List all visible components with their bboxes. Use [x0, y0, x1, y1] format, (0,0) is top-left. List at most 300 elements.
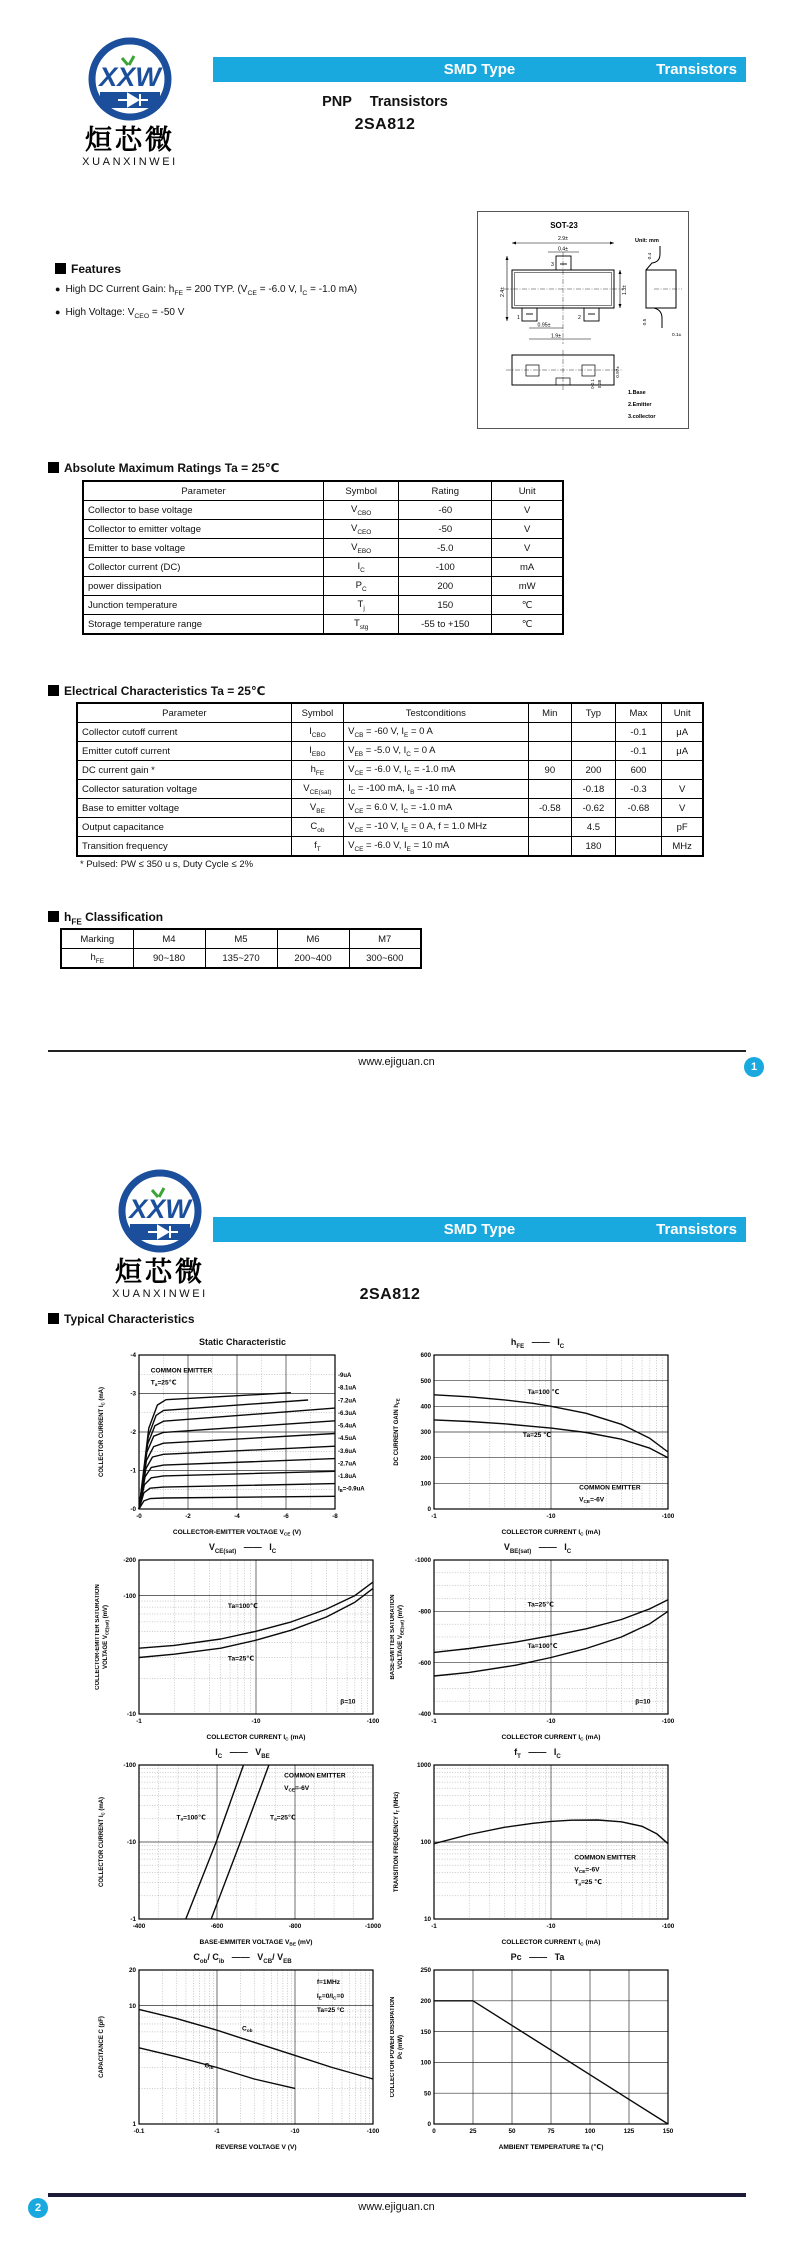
table-cell: 135~270	[205, 949, 277, 969]
brand-name-en: XUANXINWEI	[112, 1288, 208, 1301]
table-cell: $T_{stg}$	[324, 615, 399, 635]
svg-text:BASE-EMMITER VOLTAGE VBE​: BASE-EMMITER VOLTAGE $V_{BE}$ (mV)	[199, 1939, 313, 1947]
svg-text:0.95±: 0.95±	[537, 322, 551, 329]
svg-text:-1: -1	[431, 1513, 437, 1520]
table-cell	[528, 818, 572, 837]
hfe-classification-table	[60, 928, 422, 969]
table-cell	[528, 742, 572, 761]
table-cell: Collector to emitter voltage	[83, 520, 324, 539]
svg-text:0: 0	[432, 2128, 436, 2135]
svg-text:1.Base: 1.Base	[628, 390, 646, 396]
svg-text:-0: -0	[130, 1506, 136, 1514]
table-cell: $V_{CE} = -10$ V, $I_E = 0$ A, f = 1.0 MHz	[344, 818, 528, 837]
table-cell: DC current gain *	[77, 761, 291, 780]
table-cell: Testconditions	[344, 703, 528, 723]
table-cell: -5.0	[399, 539, 492, 558]
table-cell: Collector saturation voltage	[77, 780, 291, 799]
table-cell: power dissipation	[83, 577, 324, 596]
table-cell: Min	[528, 703, 572, 723]
package-diagram	[477, 211, 689, 429]
table-cell: -0.1	[615, 742, 662, 761]
chart-title: Pc —— Ta	[510, 1952, 565, 1962]
chart-plot	[390, 1349, 680, 1537]
chart-title: $h_{FE}$ —— $I_C$	[510, 1337, 565, 1350]
svg-text:100: 100	[584, 2128, 596, 2135]
svg-text:50: 50	[508, 2128, 516, 2135]
svg-text:Ta=25℃: Ta=25℃	[227, 1655, 255, 1663]
svg-text:COLLECTOR CURRENT IC​ (mA): COLLECTOR CURRENT $I_C$ (mA)	[501, 1529, 601, 1537]
svg-text:-1: -1	[214, 2128, 220, 2135]
brand-name-cn: 烜芯微	[85, 125, 175, 156]
svg-text:50: 50	[423, 2090, 431, 2098]
table-cell: $V_{EB} = -5.0$ V, $I_C = 0$ A	[344, 742, 528, 761]
table-cell: V	[662, 780, 703, 799]
chart-capacitance-vs-voltage	[95, 1951, 390, 2156]
table-cell: -100	[399, 558, 492, 577]
svg-text:125: 125	[623, 2128, 635, 2135]
table-cell: Collector current (DC)	[83, 558, 324, 577]
svg-text:VOLTAGE VBE(sat)​ (mV): VOLTAGE $V_{BE(sat)}$ (mV)	[398, 1605, 405, 1669]
section-square-icon	[48, 685, 59, 696]
svg-text:75: 75	[547, 2128, 555, 2135]
svg-text:Ta=25 ℃: Ta=25 ℃	[522, 1432, 552, 1439]
table-cell: M7	[349, 929, 421, 949]
chart-vbesat-vs-ic	[390, 1541, 685, 1746]
svg-text:250: 250	[420, 1967, 431, 1975]
chart-ic-vs-vbe	[95, 1746, 390, 1951]
table-cell: Collector to base voltage	[83, 501, 324, 520]
table-cell: V	[492, 520, 563, 539]
svg-text:2: 2	[578, 315, 581, 321]
chart-plot	[95, 1554, 385, 1742]
table-cell: 180	[572, 837, 616, 857]
svg-text:100: 100	[420, 2059, 431, 2067]
table-row	[83, 481, 563, 501]
table-cell: -60	[399, 501, 492, 520]
svg-text:1.9±: 1.9±	[550, 333, 562, 340]
svg-text:-8: -8	[332, 1513, 338, 1520]
table-cell	[615, 837, 662, 857]
table-cell: Max	[615, 703, 662, 723]
absolute-maximum-ratings-table	[82, 480, 564, 635]
table-cell: 600	[615, 761, 662, 780]
table-cell: Rating	[399, 481, 492, 501]
table-row	[77, 761, 703, 780]
chart-title: $V_{BE(sat)}$ —— $I_C$	[503, 1542, 572, 1555]
table-cell: $V_{CBO}$	[324, 501, 399, 520]
svg-text:-4: -4	[234, 1513, 240, 1520]
svg-text:1: 1	[517, 315, 520, 321]
feature-item: ● High Voltage: $V_{CEO} = -50$ V	[55, 307, 455, 320]
svg-text:-0.1: -0.1	[133, 2128, 145, 2135]
table-cell: μA	[662, 742, 703, 761]
svg-text:-0: -0	[136, 1513, 142, 1520]
table-cell: Marking	[61, 929, 133, 949]
chart-plot	[390, 1759, 680, 1947]
table-cell: $V_{BE}$	[291, 799, 343, 818]
svg-text:SOT-23: SOT-23	[550, 221, 578, 230]
table-cell: Symbol	[291, 703, 343, 723]
svg-text:IB​=-0.9uA: $I_B=-0.9uA$	[338, 1486, 365, 1494]
svg-text:Ta=100℃: Ta=100℃	[227, 1603, 258, 1611]
table-row	[61, 929, 421, 949]
table-cell	[572, 723, 616, 742]
table-row	[77, 799, 703, 818]
table-row	[83, 501, 563, 520]
package-drawing	[478, 212, 686, 426]
svg-text:2.4±: 2.4±	[500, 286, 506, 298]
svg-text:-100: -100	[366, 2128, 380, 2135]
svg-text:-600: -600	[210, 1923, 224, 1930]
table-cell: -0.18	[572, 780, 616, 799]
table-row	[77, 723, 703, 742]
svg-text:3: 3	[551, 262, 554, 268]
svg-text:10: 10	[128, 2002, 136, 2010]
svg-text:-100: -100	[123, 1762, 136, 1770]
svg-text:-4: -4	[130, 1352, 136, 1360]
table-row	[77, 818, 703, 837]
svg-text:-2.7uA: -2.7uA	[338, 1461, 357, 1468]
svg-text:Cob​: $C_{ob}$	[241, 2025, 253, 2034]
svg-text:1.3±: 1.3±	[622, 284, 628, 296]
svg-text:Cib​: $C_{ib}$	[204, 2062, 214, 2071]
svg-text:COLLECTOR CURRENT IC​ (mA): COLLECTOR CURRENT $I_C$ (mA)	[501, 1939, 601, 1947]
svg-text:DC CURRENT GAIN hFE​: DC CURRENT GAIN $h_{FE}$	[394, 1398, 401, 1466]
table-cell	[528, 723, 572, 742]
features-heading: Features	[55, 262, 455, 276]
ec-heading: Electrical Characteristics Ta = 25℃	[48, 684, 265, 698]
svg-text:-1: -1	[136, 1718, 142, 1725]
svg-text:-3: -3	[130, 1390, 136, 1398]
table-cell: Output capacitance	[77, 818, 291, 837]
svg-text:Ta​=25 ℃: $T_a=25$ ℃	[574, 1878, 603, 1888]
svg-text:-200: -200	[123, 1557, 136, 1565]
banner-left-label: SMD Type	[443, 61, 516, 78]
chart-plot	[95, 1349, 385, 1537]
svg-text:0-0.1: 0-0.1	[590, 379, 595, 389]
table-cell: Parameter	[77, 703, 291, 723]
table-cell: $V_{CE} = 6.0$ V, $I_C = -1.0$ mA	[344, 799, 528, 818]
section-square-icon	[48, 462, 59, 473]
svg-text:COLLECTOR POWER DISSIPATION: COLLECTOR POWER DISSIPATION	[390, 1996, 396, 2098]
svg-text:-10: -10	[546, 1513, 556, 1520]
svg-text:-400: -400	[132, 1923, 146, 1930]
footer-url: www.ejiguan.cn	[358, 1056, 435, 1068]
electrical-characteristics-table	[76, 702, 704, 857]
section-square-icon	[48, 911, 59, 922]
table-cell: Storage temperature range	[83, 615, 324, 635]
chart-plot	[95, 1759, 385, 1947]
svg-text:β=10: β=10	[635, 1698, 651, 1706]
svg-text:-6: -6	[283, 1513, 289, 1520]
svg-text:-10: -10	[126, 1839, 136, 1847]
amr-heading: Absolute Maximum Ratings Ta = 25℃	[48, 461, 279, 475]
table-cell: 300~600	[349, 949, 421, 969]
svg-text:-1: -1	[130, 1467, 136, 1475]
svg-text:0.4±: 0.4±	[557, 246, 569, 253]
footer-url: www.ejiguan.cn	[358, 2201, 435, 2213]
section-square-icon	[48, 1313, 59, 1324]
footer-rule	[48, 2193, 746, 2197]
table-cell: Junction temperature	[83, 596, 324, 615]
chart-plot	[390, 1964, 680, 2152]
svg-text:-1: -1	[431, 1718, 437, 1725]
svg-text:Ta=25℃: Ta=25℃	[527, 1601, 554, 1609]
svg-text:COLLECTOR CURRENT IC​ (mA): COLLECTOR CURRENT $I_C$ (mA)	[99, 1796, 106, 1888]
svg-text:-3.6uA: -3.6uA	[338, 1448, 357, 1455]
svg-text:-8.1uA: -8.1uA	[338, 1385, 357, 1392]
svg-text:-10: -10	[290, 2128, 300, 2135]
svg-text:-1.8uA: -1.8uA	[338, 1474, 357, 1481]
svg-text:2.9±: 2.9±	[557, 236, 569, 242]
table-row	[83, 577, 563, 596]
table-cell: Transition frequency	[77, 837, 291, 857]
table-cell: ℃	[492, 615, 563, 635]
svg-text:TRANSITION FREQUENCY fT​ (: TRANSITION FREQUENCY $f_T$ (MHz)	[394, 1791, 401, 1893]
table-cell: M5	[205, 929, 277, 949]
table-cell: $I_{CBO}$	[291, 723, 343, 742]
table-cell: Emitter to base voltage	[83, 539, 324, 558]
table-cell: $V_{CE(sat)}$	[291, 780, 343, 799]
features-section	[55, 262, 455, 330]
table-row	[77, 703, 703, 723]
svg-text:-9uA: -9uA	[338, 1373, 352, 1380]
svg-text:BASE-EMITTER SATURATION: BASE-EMITTER SATURATION	[390, 1594, 396, 1680]
table-cell: -55 to +150	[399, 615, 492, 635]
svg-text:IE​=0/IC​=0: $I_E=0/I_C=0$	[316, 1993, 345, 2002]
table-row	[77, 780, 703, 799]
table-cell: -0.68	[615, 799, 662, 818]
table-cell: $I_C = -100$ mA, $I_B = -10$ mA	[344, 780, 528, 799]
svg-text:VCE​=-6V: $V_{CE}=-6V$	[579, 1496, 605, 1506]
table-cell: -50	[399, 520, 492, 539]
table-cell: $f_T$	[291, 837, 343, 857]
chart-plot	[95, 1964, 385, 2152]
table-cell: $V_{CE} = -6.0$ V, $I_C = -1.0$ mA	[344, 761, 528, 780]
table-cell: V	[662, 799, 703, 818]
svg-text:Ta=100 ℃: Ta=100 ℃	[527, 1388, 560, 1396]
svg-text:-1000: -1000	[414, 1557, 431, 1565]
chart-ft-vs-ic	[390, 1746, 685, 1951]
svg-text:AMBIENT TEMPERATURE Ta (℃): AMBIENT TEMPERATURE Ta (℃)	[498, 2144, 604, 2151]
table-cell	[528, 780, 572, 799]
svg-text:Ta​=25℃: $T_a=25℃$	[150, 1379, 177, 1389]
svg-text:25: 25	[469, 2128, 477, 2135]
svg-text:-800: -800	[418, 1608, 431, 1616]
svg-text:100: 100	[420, 1839, 431, 1847]
table-cell: V	[492, 501, 563, 520]
table-cell: Emitter cutoff current	[77, 742, 291, 761]
svg-text:-2: -2	[185, 1513, 191, 1520]
svg-text:-100: -100	[661, 1923, 675, 1930]
table-cell	[615, 818, 662, 837]
header-banner	[213, 1217, 746, 1242]
svg-text:Unit: mm: Unit: mm	[635, 238, 659, 244]
svg-text:-1: -1	[431, 1923, 437, 1930]
table-cell: 200	[399, 577, 492, 596]
table-cell: $h_{FE}$	[61, 949, 133, 969]
typical-characteristics-charts	[95, 1336, 685, 2156]
chart-title: $I_C$ —— $V_{BE}$	[215, 1747, 270, 1760]
svg-text:Pc (mW): Pc (mW)	[398, 2035, 404, 2059]
section-square-icon	[55, 263, 66, 274]
svg-text:0.97±: 0.97±	[615, 366, 620, 378]
svg-text:150: 150	[662, 2128, 674, 2135]
table-cell: ℃	[492, 596, 563, 615]
table-row	[83, 615, 563, 635]
chart-title: Static Characteristic	[198, 1337, 287, 1347]
page-number-badge: 2	[28, 2198, 48, 2218]
table-cell: $I_C$	[324, 558, 399, 577]
chart-title: $f_T$ —— $I_C$	[514, 1747, 561, 1760]
table-row	[83, 520, 563, 539]
table-cell: Symbol	[324, 481, 399, 501]
svg-text:100: 100	[420, 1480, 431, 1488]
svg-text:0.1±: 0.1±	[672, 333, 682, 338]
svg-text:400: 400	[420, 1403, 431, 1411]
svg-text:1000: 1000	[416, 1762, 431, 1770]
svg-text:-6.3uA: -6.3uA	[338, 1410, 357, 1417]
header-banner	[213, 57, 746, 82]
svg-text:2.Emitter: 2.Emitter	[628, 402, 652, 408]
table-cell: μA	[662, 723, 703, 742]
svg-text:COMMON EMITTER: COMMON EMITTER	[150, 1367, 213, 1375]
chart-plot	[390, 1554, 680, 1742]
svg-text:200: 200	[420, 1998, 431, 2005]
svg-text:COLLECTOR CURRENT IC​ (mA): COLLECTOR CURRENT $I_C$ (mA)	[99, 1386, 106, 1478]
table-cell: mA	[492, 558, 563, 577]
svg-text:XXW: XXW	[129, 1194, 191, 1224]
part-number-title: 2SA812	[359, 1286, 421, 1303]
typical-characteristics-heading: Typical Characteristics	[48, 1312, 195, 1326]
table-cell: Base to emitter voltage	[77, 799, 291, 818]
banner-right-label: Transistors	[656, 1221, 737, 1238]
table-cell: -0.3	[615, 780, 662, 799]
svg-text:600: 600	[420, 1352, 431, 1360]
svg-text:-7.2uA: -7.2uA	[338, 1398, 357, 1405]
table-cell: Unit	[492, 481, 563, 501]
svg-text:20: 20	[128, 1967, 136, 1975]
table-cell: -0.58	[528, 799, 572, 818]
svg-text:COLLECTOR-EMITTER VOLTAGE VC: COLLECTOR-EMITTER VOLTAGE $V_{CE}$ (V)	[172, 1529, 302, 1537]
table-cell: -0.1	[615, 723, 662, 742]
table-cell: $C_{ob}$	[291, 818, 343, 837]
table-cell: M6	[277, 929, 349, 949]
table-cell: V	[492, 539, 563, 558]
table-cell: 200	[572, 761, 616, 780]
table-cell: $T_j$	[324, 596, 399, 615]
svg-text:Ta=100℃: Ta=100℃	[527, 1643, 558, 1651]
svg-text:300: 300	[420, 1429, 431, 1437]
svg-text:0.4: 0.4	[648, 252, 653, 260]
svg-text:200: 200	[420, 1454, 431, 1462]
svg-text:-100: -100	[123, 1592, 136, 1600]
table-cell: MHz	[662, 837, 703, 857]
svg-text:Ta​=25℃: $T_a=25℃$	[270, 1814, 296, 1823]
svg-text:-100: -100	[366, 1718, 380, 1725]
table-cell: 200~400	[277, 949, 349, 969]
chart-title: $C_{ob}/$ $C_{ib}$ —— $V_{CB}/$ $V_{EB}$	[193, 1952, 292, 1965]
table-cell	[662, 761, 703, 780]
svg-text:-1: -1	[130, 1916, 136, 1924]
svg-text:-100: -100	[661, 1513, 675, 1520]
table-cell: -0.62	[572, 799, 616, 818]
table-cell: Typ	[572, 703, 616, 723]
svg-text:-10: -10	[126, 1711, 136, 1719]
svg-text:0: 0	[427, 2121, 431, 2129]
svg-text:-4.5uA: -4.5uA	[338, 1436, 357, 1443]
table-cell: $h_{FE}$	[291, 761, 343, 780]
table-cell: pF	[662, 818, 703, 837]
table-row	[77, 837, 703, 857]
table-cell: $V_{CB} = -60$ V, $I_E = 0$ A	[344, 723, 528, 742]
svg-text:REVERSE VOLTAGE V (V): REVERSE VOLTAGE V (V)	[215, 2144, 297, 2151]
brand-logo-mark	[114, 1168, 206, 1254]
svg-text:COLLECTOR-EMITTER SATURATION: COLLECTOR-EMITTER SATURATION	[95, 1584, 101, 1690]
table-cell	[528, 837, 572, 857]
table-cell: mW	[492, 577, 563, 596]
hfe-heading: $h_{FE}$ Classification	[48, 910, 163, 926]
svg-text:XXW: XXW	[99, 62, 161, 92]
svg-text:Ta​=100℃: $T_a=100℃$	[176, 1814, 206, 1823]
svg-text:VCE​=-6V: $V_{CE}=-6V$	[574, 1866, 600, 1876]
table-row	[83, 539, 563, 558]
svg-text:COMMON EMITTER: COMMON EMITTER	[284, 1772, 346, 1780]
table-cell: 150	[399, 596, 492, 615]
ec-footnote: * Pulsed: PW ≤ 350 u s, Duty Cycle ≤ 2%	[80, 859, 254, 870]
svg-text:-1000: -1000	[364, 1923, 382, 1930]
svg-text:CAPACITANCE C (pF): CAPACITANCE C (pF)	[99, 2016, 105, 2078]
svg-text:Ta=25 °C: Ta=25 °C	[316, 2006, 345, 2014]
svg-text:-400: -400	[418, 1711, 431, 1719]
table-cell: Collector cutoff current	[77, 723, 291, 742]
svg-text:COLLECTOR CURRENT IC​ (mA): COLLECTOR CURRENT $I_C$ (mA)	[206, 1734, 306, 1742]
brand-name-cn: 烜芯微	[115, 1257, 205, 1288]
svg-text:0: 0	[427, 1506, 431, 1514]
svg-text:500: 500	[420, 1377, 431, 1385]
part-number-title: 2SA812	[354, 116, 416, 133]
svg-text:3.collector: 3.collector	[628, 414, 656, 420]
svg-text:β=10: β=10	[340, 1698, 356, 1706]
brand-name-en: XUANXINWEI	[82, 156, 178, 169]
banner-right-label: Transistors	[656, 61, 737, 78]
svg-text:10: 10	[423, 1916, 431, 1924]
chart-static-characteristic	[95, 1336, 390, 1541]
svg-text:COMMON EMITTER: COMMON EMITTER	[574, 1854, 636, 1862]
table-cell: $V_{CE} = -6.0$ V, $I_E = 10$ mA	[344, 837, 528, 857]
table-cell: $I_{EBO}$	[291, 742, 343, 761]
banner-left-label: SMD Type	[443, 1221, 516, 1238]
table-row	[77, 742, 703, 761]
chart-pc-vs-ta	[390, 1951, 685, 2156]
device-type-title: PNP Transistors	[322, 94, 448, 110]
svg-text:-10: -10	[546, 1923, 556, 1930]
table-row	[61, 949, 421, 969]
table-cell: Parameter	[83, 481, 324, 501]
table-cell: $V_{EBO}$	[324, 539, 399, 558]
table-cell: 90	[528, 761, 572, 780]
svg-text:-5.4uA: -5.4uA	[338, 1423, 357, 1430]
svg-text:VCE​=-6V: $V_{CE}=-6V$	[284, 1785, 310, 1794]
features-list	[55, 284, 455, 320]
svg-text:150: 150	[420, 2028, 431, 2036]
svg-text:-800: -800	[288, 1923, 302, 1930]
svg-text:f=1MHz: f=1MHz	[316, 1979, 341, 1987]
svg-text:-10: -10	[546, 1718, 556, 1725]
svg-text:VOLTAGE VCE(sat)​ (mV): VOLTAGE $V_{CE(sat)}$ (mV)	[103, 1605, 110, 1669]
table-cell: $P_C$	[324, 577, 399, 596]
table-cell: $V_{CEO}$	[324, 520, 399, 539]
